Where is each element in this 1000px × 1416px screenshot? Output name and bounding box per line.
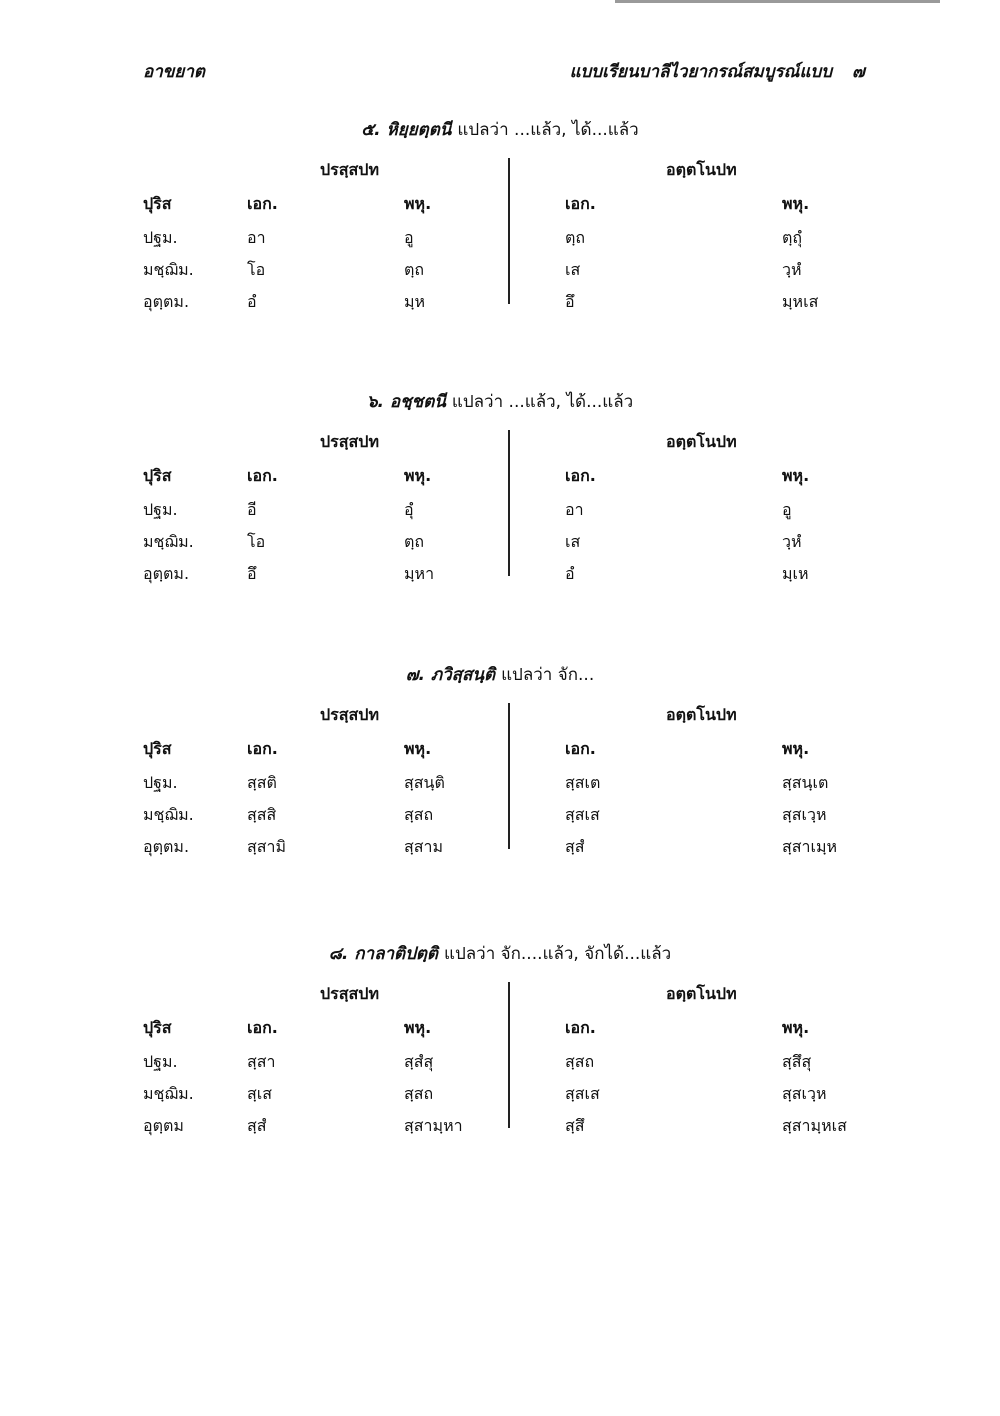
column-header: เอก.	[247, 466, 278, 485]
person-label: ปฐม.	[143, 228, 178, 247]
ending-cell: อึ	[565, 292, 575, 311]
ending-cell: อา	[247, 228, 266, 247]
ending-cell: มฺหเส	[782, 292, 819, 311]
ending-cell: อี	[247, 500, 257, 519]
column-header: ปุริส	[143, 1018, 172, 1037]
ending-cell: สฺสึสุ	[782, 1052, 812, 1071]
ending-cell: สฺสํสุ	[404, 1052, 434, 1071]
section-title	[0, 388, 1000, 415]
ending-cell: สฺสถ	[404, 1084, 434, 1103]
ending-cell: สฺสเส	[565, 1084, 600, 1103]
group-label-attanopada: อตฺตโนปท	[666, 984, 737, 1003]
column-header: พหุ.	[404, 466, 432, 485]
ending-cell: ตฺถ	[404, 532, 425, 551]
column-header: พหุ.	[782, 194, 810, 213]
tense-meaning: แปลว่า จัก...	[501, 665, 595, 685]
ending-cell: โอ	[247, 260, 266, 279]
ending-cell: สฺสติ	[247, 773, 277, 792]
group-label-parassapada: ปรสฺสปท	[320, 705, 379, 724]
ending-cell: สฺสถ	[404, 805, 434, 824]
column-header: ปุริส	[143, 466, 172, 485]
running-header-left: อาขยาต	[143, 62, 205, 82]
person-label: มชฺฌิม.	[143, 805, 194, 824]
ending-cell: อา	[565, 500, 584, 519]
ending-cell: สฺสนฺติ	[404, 773, 445, 792]
person-label: อุตฺตม.	[143, 837, 190, 856]
column-divider	[508, 982, 510, 1128]
tense-name: ๗. ภวิสฺสนฺติ	[405, 665, 496, 685]
person-label: ปฐม.	[143, 1052, 178, 1071]
ending-cell: สฺสาม	[404, 837, 444, 856]
group-label-attanopada: อตฺตโนปท	[666, 705, 737, 724]
ending-cell: สฺสามฺหเส	[782, 1116, 847, 1135]
person-label: ปฐม.	[143, 500, 178, 519]
group-label-parassapada: ปรสฺสปท	[320, 984, 379, 1003]
tense-name: ๘. กาลาติปตฺติ	[328, 944, 438, 964]
group-label-attanopada: อตฺตโนปท	[666, 432, 737, 451]
column-divider	[508, 430, 510, 576]
ending-cell: สฺสเวฺห	[782, 805, 827, 824]
column-header: พหุ.	[782, 466, 810, 485]
scan-edge-line	[615, 0, 940, 3]
person-label: มชฺฌิม.	[143, 532, 194, 551]
column-header: เอก.	[565, 1018, 596, 1037]
ending-cell: เส	[565, 260, 581, 279]
conjugation-section	[0, 661, 1000, 871]
ending-cell: มฺเห	[782, 564, 809, 583]
ending-cell: ตฺถ	[404, 260, 425, 279]
column-header: พหุ.	[782, 739, 810, 758]
ending-cell: สฺสสิ	[247, 805, 277, 824]
group-label-parassapada: ปรสฺสปท	[320, 432, 379, 451]
column-divider	[508, 158, 510, 304]
ending-cell: อํ	[565, 564, 575, 583]
person-label: อุตฺตม	[143, 1116, 184, 1135]
ending-cell: อุํ	[404, 500, 414, 519]
ending-cell: อํ	[247, 292, 257, 311]
tense-name: ๕. หิยฺยตฺตนี	[361, 120, 452, 140]
column-header: เอก.	[565, 466, 596, 485]
column-header: เอก.	[247, 194, 278, 213]
group-label-parassapada: ปรสฺสปท	[320, 160, 379, 179]
ending-cell: อู	[782, 500, 792, 519]
column-header: ปุริส	[143, 739, 172, 758]
tense-name: ๖. อชฺชตนี	[366, 392, 446, 412]
ending-cell: สฺสเต	[565, 773, 601, 792]
ending-cell: สฺสามิ	[247, 837, 287, 856]
column-header: เอก.	[565, 194, 596, 213]
conjugation-section	[0, 388, 1000, 598]
ending-cell: มฺห	[404, 292, 426, 311]
tense-meaning: แปลว่า ...แล้ว, ได้...แล้ว	[451, 392, 634, 412]
ending-cell: โอ	[247, 532, 266, 551]
section-title	[0, 116, 1000, 143]
column-header: พหุ.	[404, 1018, 432, 1037]
ending-cell: สฺสาเมฺห	[782, 837, 838, 856]
ending-cell: สฺเส	[247, 1084, 272, 1103]
person-label: อุตฺตม.	[143, 564, 190, 583]
column-header: พหุ.	[404, 194, 432, 213]
person-label: มชฺฌิม.	[143, 260, 194, 279]
ending-cell: สฺสนฺเต	[782, 773, 829, 792]
column-header: พหุ.	[404, 739, 432, 758]
section-title	[0, 940, 1000, 967]
column-header: เอก.	[247, 739, 278, 758]
ending-cell: สฺสึ	[565, 1116, 585, 1135]
page-number: ๗	[852, 62, 865, 82]
column-header: พหุ.	[782, 1018, 810, 1037]
column-divider	[508, 703, 510, 849]
ending-cell: สฺสํ	[565, 837, 585, 856]
person-label: ปฐม.	[143, 773, 178, 792]
ending-cell: มฺหา	[404, 564, 435, 583]
ending-cell: ตฺถ	[565, 228, 586, 247]
ending-cell: สฺสเส	[565, 805, 600, 824]
conjugation-section	[0, 116, 1000, 326]
ending-cell: ตฺถุํ	[782, 228, 803, 247]
column-header: เอก.	[565, 739, 596, 758]
running-header-right: แบบเรียนบาลีไวยากรณ์สมบูรณ์แบบ	[569, 62, 832, 82]
ending-cell: วฺหํ	[782, 532, 802, 551]
person-label: อุตฺตม.	[143, 292, 190, 311]
tense-meaning: แปลว่า จัก....แล้ว, จักได้...แล้ว	[443, 944, 672, 964]
ending-cell: สฺสามฺหา	[404, 1116, 463, 1135]
ending-cell: วฺหํ	[782, 260, 802, 279]
column-header: เอก.	[247, 1018, 278, 1037]
tense-meaning: แปลว่า ...แล้ว, ได้...แล้ว	[457, 120, 639, 140]
column-header: ปุริส	[143, 194, 172, 213]
ending-cell: สฺสถ	[565, 1052, 595, 1071]
ending-cell: สฺสา	[247, 1052, 276, 1071]
section-title	[0, 661, 1000, 688]
ending-cell: อู	[404, 228, 414, 247]
ending-cell: เส	[565, 532, 581, 551]
ending-cell: อึ	[247, 564, 257, 583]
ending-cell: สฺสเวฺห	[782, 1084, 827, 1103]
ending-cell: สฺสํ	[247, 1116, 267, 1135]
conjugation-section	[0, 940, 1000, 1150]
group-label-attanopada: อตฺตโนปท	[666, 160, 737, 179]
person-label: มชฺฌิม.	[143, 1084, 194, 1103]
